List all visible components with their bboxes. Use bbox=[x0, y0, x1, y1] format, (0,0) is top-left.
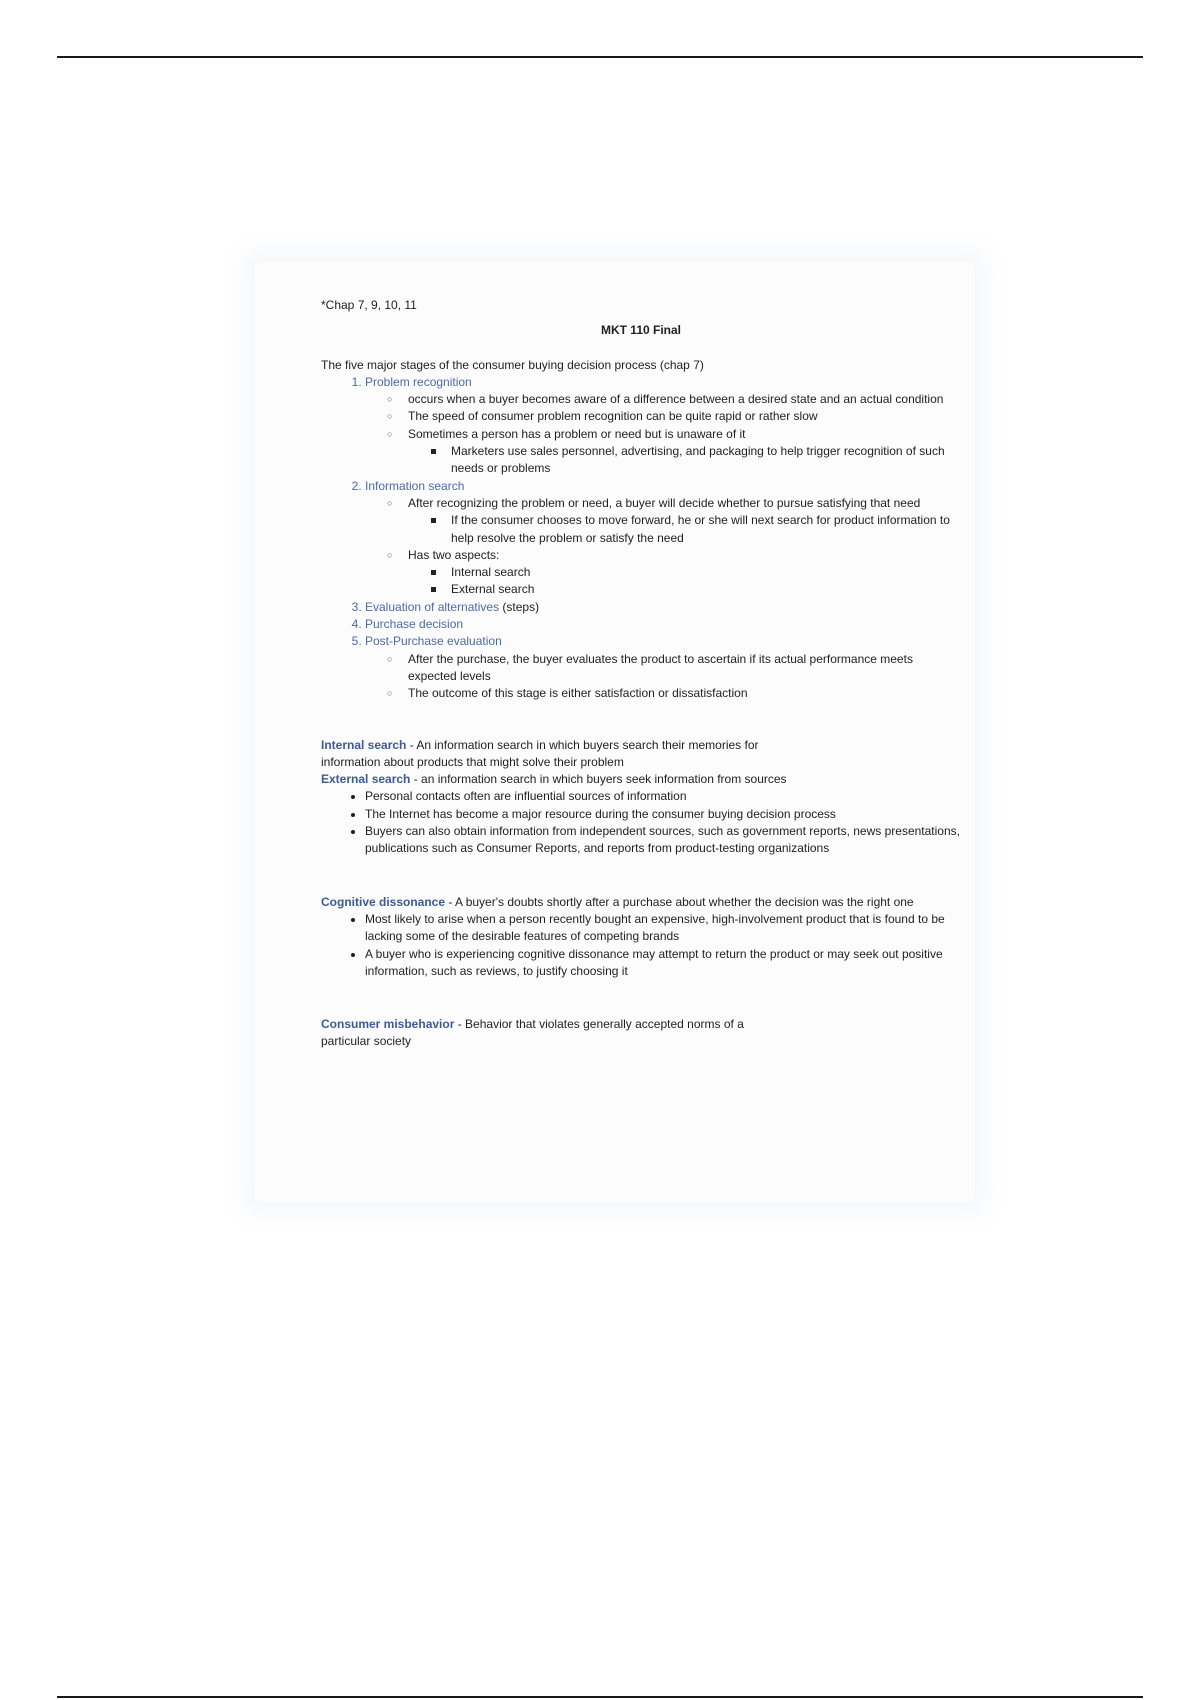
list-item: External search bbox=[451, 581, 961, 598]
document-body bbox=[321, 297, 961, 1051]
list-item: Marketers use sales personnel, advertising, and packaging to help trigger recognition of such needs or problems bbox=[451, 443, 961, 478]
spacer bbox=[321, 858, 961, 894]
list-item: • Buyers can also obtain information from independent sources, such as government reports, news presentations, publications such as Consumer Reports, and reports from product-testing organizations bbox=[365, 823, 965, 858]
cognitive-dissonance-bullets bbox=[321, 911, 955, 980]
list-item: • The Internet has become a major resource during the consumer buying decision process bbox=[365, 806, 965, 823]
stage-label: Post-Purchase evaluation bbox=[365, 634, 502, 649]
stage-post-purchase-evaluation bbox=[365, 633, 961, 702]
term: Internal search bbox=[321, 737, 407, 752]
stage-problem-recognition bbox=[365, 374, 961, 478]
definition-text: - Behavior that violates generally accepted norms of a particular society bbox=[321, 1017, 744, 1049]
sub-notes bbox=[408, 512, 961, 547]
note-text: Has two aspects: bbox=[408, 547, 500, 562]
note-text: After recognizing the problem or need, a buyer will decide whether to pursue satisfying that need bbox=[408, 495, 921, 510]
intro-line: The five major stages of the consumer buying decision process (chap 7) bbox=[321, 357, 704, 372]
term: Consumer misbehavior bbox=[321, 1017, 455, 1032]
definition-text: - an information search in which buyers seek information from sources bbox=[410, 772, 787, 787]
cognitive-dissonance-definition bbox=[321, 894, 921, 911]
stage-label: Problem recognition bbox=[365, 374, 472, 389]
chapter-note: *Chap 7, 9, 10, 11 bbox=[321, 298, 417, 312]
sub-notes bbox=[408, 564, 961, 599]
list-item bbox=[408, 426, 961, 478]
list-item: If the consumer chooses to move forward, he or she will next search for product information to help resolve the problem or satisfy the need bbox=[451, 512, 961, 547]
internal-search-definition bbox=[321, 737, 791, 772]
term: Cognitive dissonance bbox=[321, 894, 446, 909]
bottom-rule bbox=[57, 1696, 1143, 1698]
external-search-bullets bbox=[321, 788, 965, 857]
consumer-misbehavior-definition bbox=[321, 1016, 761, 1051]
stages-list bbox=[321, 374, 961, 703]
list-item: Internal search bbox=[451, 564, 961, 581]
stage-label: Information search bbox=[365, 478, 465, 493]
document-title: MKT 110 Final bbox=[600, 323, 682, 338]
top-rule bbox=[57, 56, 1143, 58]
list-item: • A buyer who is experiencing cognitive dissonance may attempt to return the product or may seek out positive information, such as reviews, to justify choosing it bbox=[365, 946, 955, 981]
stage-notes bbox=[365, 495, 961, 599]
definition-text: - An information search in which buyers search their memories for information about products that might solve their problem bbox=[321, 737, 759, 769]
stage-notes bbox=[365, 651, 961, 703]
list-item: • Most likely to arise when a person recently bought an expensive, high-involvement product that is found to be lacking some of the desirable features of competing brands bbox=[365, 911, 955, 946]
stage-information-search bbox=[365, 478, 961, 599]
stage-label: Purchase decision bbox=[365, 617, 464, 632]
term: External search bbox=[321, 772, 411, 787]
list-item: ○ occurs when a buyer becomes aware of a difference between a desired state and an actual condition bbox=[408, 391, 961, 408]
stage-evaluation-of-alternatives bbox=[365, 599, 961, 616]
list-item: • Personal contacts often are influential sources of information bbox=[365, 788, 965, 805]
definition-text: - A buyer's doubts shortly after a purchase about whether the decision was the right one bbox=[445, 894, 914, 909]
list-item: ○ After the purchase, the buyer evaluates the product to ascertain if its actual performance meets expected levels bbox=[408, 651, 961, 686]
stage-suffix: (steps) bbox=[499, 599, 540, 614]
external-search-definition bbox=[321, 771, 961, 788]
list-item: ○ The outcome of this stage is either satisfaction or dissatisfaction bbox=[408, 685, 961, 702]
list-item: ○ The speed of consumer problem recognition can be quite rapid or rather slow bbox=[408, 408, 961, 425]
stage-label: Evaluation of alternatives bbox=[365, 599, 500, 614]
spacer bbox=[321, 980, 961, 1016]
stage-purchase-decision bbox=[365, 616, 961, 633]
stage-notes bbox=[365, 391, 961, 477]
spacer bbox=[321, 703, 961, 737]
list-item bbox=[408, 495, 961, 547]
list-item bbox=[408, 547, 961, 599]
note-text: Sometimes a person has a problem or need but is unaware of it bbox=[408, 426, 746, 441]
sub-notes bbox=[408, 443, 961, 478]
